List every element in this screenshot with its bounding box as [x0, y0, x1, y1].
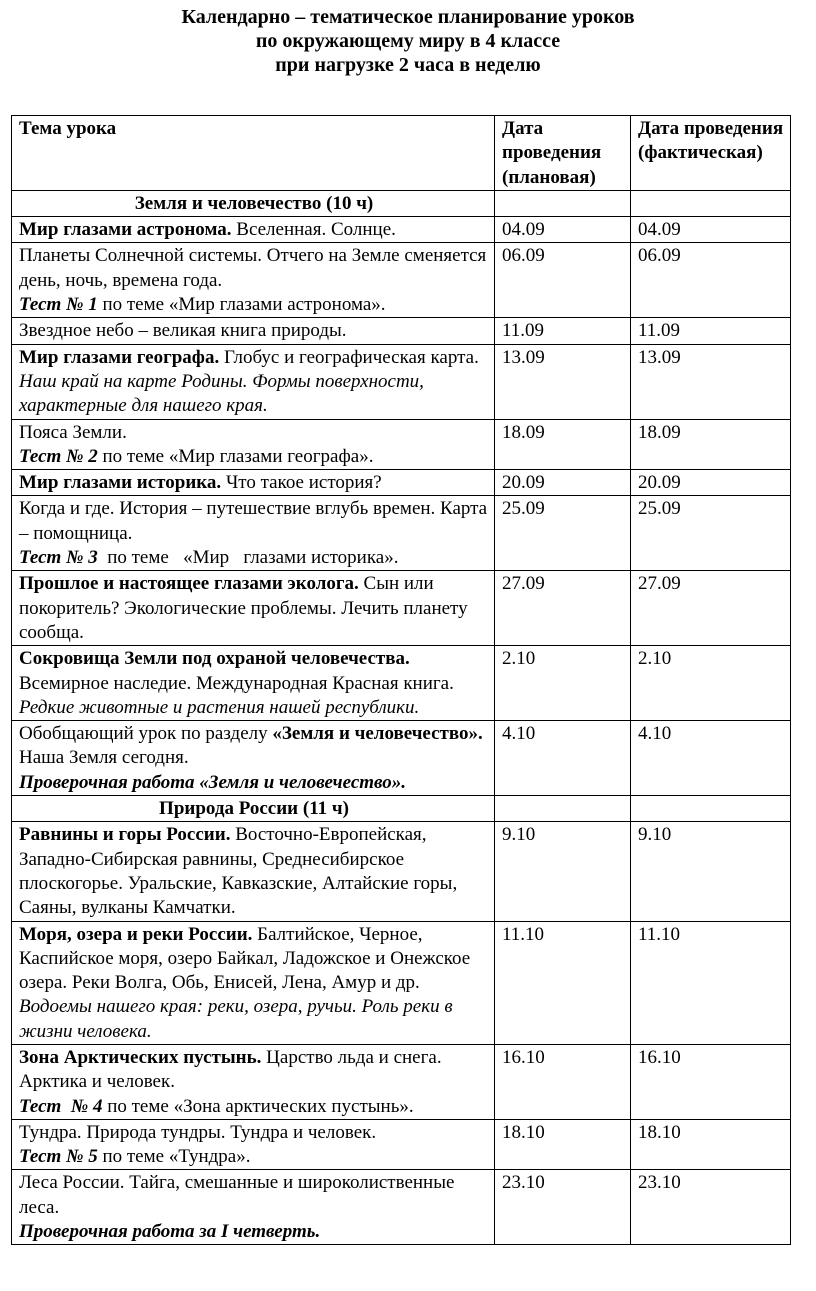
actual-date: 11.09: [631, 318, 791, 344]
topic-cell: Мир глазами астронома. Вселенная. Солнце.: [12, 217, 495, 243]
table-header-row: [12, 116, 791, 191]
actual-date: 9.10: [631, 822, 791, 921]
topic-cell: Леса России. Тайга, смешанные и широколиственные леса. Проверочная работа за I четверть.: [12, 1170, 495, 1245]
section-title: Природа России (11 ч): [12, 796, 495, 822]
table-row: [12, 344, 791, 419]
topic-cell: Равнины и горы России. Восточно-Европейская, Западно-Сибирская равнины, Среднесибирское плоскогорье. Уральские, Кавказские, Алтайские горы, Саяны, вулканы Камчатки.: [12, 822, 495, 921]
topic-cell: Сокровища Земли под охраной человечества. Всемирное наследие. Международная Красная книга. Редкие животные и растения нашей республики.: [12, 646, 495, 721]
actual-date: 20.09: [631, 470, 791, 496]
topic-cell: Мир глазами географа. Глобус и географическая карта. Наш край на карте Родины. Формы поверхности, характерные для нашего края.: [12, 344, 495, 419]
topic-cell: Зона Арктических пустынь. Царство льда и снега. Арктика и человек. Тест № 4 по теме «Зона арктических пустынь».: [12, 1044, 495, 1119]
planned-date: 4.10: [495, 721, 631, 796]
section-row: [12, 796, 791, 822]
topic-cell: Мир глазами историка. Что такое история?: [12, 470, 495, 496]
table-row: [12, 571, 791, 646]
actual-date: 25.09: [631, 496, 791, 571]
table-row: [12, 243, 791, 318]
header-actual-date: Дата проведения (фактическая): [631, 116, 791, 191]
topic-cell: Тундра. Природа тундры. Тундра и человек. Тест № 5 по теме «Тундра».: [12, 1119, 495, 1170]
planned-date: 20.09: [495, 470, 631, 496]
planned-date: 16.10: [495, 1044, 631, 1119]
planned-date: 04.09: [495, 217, 631, 243]
planned-date: 2.10: [495, 646, 631, 721]
table-row: [12, 822, 791, 921]
planned-date: 18.10: [495, 1119, 631, 1170]
planned-date: 18.09: [495, 419, 631, 470]
planned-date: 11.10: [495, 921, 631, 1044]
section-title: Земля и человечество (10 ч): [12, 190, 495, 216]
planned-date: 06.09: [495, 243, 631, 318]
topic-cell: Прошлое и настоящее глазами эколога. Сын или покоритель? Экологические проблемы. Лечить планету сообща.: [12, 571, 495, 646]
section-row: [12, 190, 791, 216]
planned-date: 25.09: [495, 496, 631, 571]
actual-date: 13.09: [631, 344, 791, 419]
planned-date: 13.09: [495, 344, 631, 419]
header-topic: Тема урока: [12, 116, 495, 191]
topic-cell: Моря, озера и реки России. Балтийское, Черное, Каспийское моря, озеро Байкал, Ладожское и Онежское озера. Реки Волга, Обь, Енисей, Лена, Амур и др. Водоемы нашего края: реки, озера, ручьи. Роль реки в жизни человека.: [12, 921, 495, 1044]
topic-cell: Когда и где. История – путешествие вглубь времен. Карта – помощница. Тест № 3 по теме «Мир глазами историка».: [12, 496, 495, 571]
title-line-3: при нагрузке 2 часа в неделю: [275, 54, 541, 76]
actual-date: 4.10: [631, 721, 791, 796]
actual-date: 11.10: [631, 921, 791, 1044]
actual-date: 04.09: [631, 217, 791, 243]
title-line-1: Календарно – тематическое планирование уроков: [181, 6, 635, 28]
table-row: [12, 1170, 791, 1245]
topic-cell: Звездное небо – великая книга природы.: [12, 318, 495, 344]
planned-date: 11.09: [495, 318, 631, 344]
planned-date: 23.10: [495, 1170, 631, 1245]
table-row: [12, 921, 791, 1044]
table-row: [12, 318, 791, 344]
actual-date: 18.09: [631, 419, 791, 470]
table-row: [12, 419, 791, 470]
actual-date: 23.10: [631, 1170, 791, 1245]
title-line-2: по окружающему миру в 4 классе: [255, 30, 561, 52]
table-row: [12, 217, 791, 243]
actual-date: 2.10: [631, 646, 791, 721]
table-row: [12, 1119, 791, 1170]
planned-date: 9.10: [495, 822, 631, 921]
header-planned-date: Дата проведения (плановая): [495, 116, 631, 191]
table-row: [12, 496, 791, 571]
planned-date: 27.09: [495, 571, 631, 646]
actual-date: 16.10: [631, 1044, 791, 1119]
topic-cell: Пояса Земли. Тест № 2 по теме «Мир глазами географа».: [12, 419, 495, 470]
actual-date: 18.10: [631, 1119, 791, 1170]
topic-cell: Обобщающий урок по разделу «Земля и человечество». Наша Земля сегодня. Проверочная работа «Земля и человечество».: [12, 721, 495, 796]
table-row: [12, 721, 791, 796]
document-title: [0, 5, 816, 77]
table-row: [12, 470, 791, 496]
lesson-plan-table: [11, 115, 791, 1245]
topic-cell: Планеты Солнечной системы. Отчего на Земле сменяется день, ночь, времена года. Тест № 1 по теме «Мир глазами астронома».: [12, 243, 495, 318]
table-row: [12, 1044, 791, 1119]
actual-date: 06.09: [631, 243, 791, 318]
table-row: [12, 646, 791, 721]
actual-date: 27.09: [631, 571, 791, 646]
